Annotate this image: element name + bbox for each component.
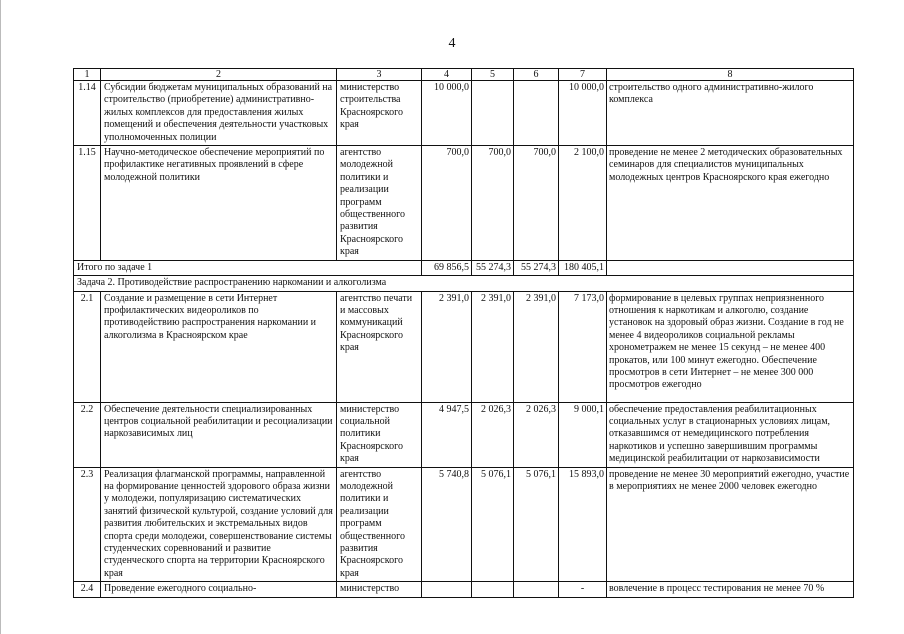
expected-result: проведение не менее 2 методических образовательных семинаров для специалистов муниципальных молодежных центров Красноярского края ежегодно bbox=[607, 146, 854, 261]
task-heading: Задача 2. Противодействие распространению наркомании и алкоголизма bbox=[74, 276, 854, 291]
value-col4: 700,0 bbox=[422, 146, 472, 261]
header-cell: 6 bbox=[514, 69, 559, 81]
header-cell: 1 bbox=[74, 69, 101, 81]
value-col7: 9 000,1 bbox=[559, 402, 607, 467]
expected-result: вовлечение в процесс тестирования не менее 70 % bbox=[607, 582, 854, 597]
total-label: Итого по задаче 1 bbox=[74, 260, 422, 275]
header-cell: 2 bbox=[101, 69, 337, 81]
value-col5: 700,0 bbox=[472, 146, 514, 261]
value-col6: 2 391,0 bbox=[514, 291, 559, 402]
page-number: 4 bbox=[448, 36, 456, 51]
value-col7: - bbox=[559, 582, 607, 597]
measure-name: Научно-методическое обеспечение мероприятий по профилактике негативных проявлений в сфере молодежной политики bbox=[101, 146, 337, 261]
row-index: 2.2 bbox=[74, 402, 101, 467]
total-row bbox=[74, 260, 854, 275]
value-col6 bbox=[514, 81, 559, 146]
measure-name: Реализация флагманской программы, направленной на формирование ценностей здорового образа жизни у молодежи, популяризацию систематических занятий физической культурой, создание условий для развития любительских и экстремальных видов спорта среди молодежи, совершенствование системы студенческих соревнований и развитие студенческого спорта на территории Красноярского края bbox=[101, 467, 337, 582]
responsible-org: агентство молодежной политики и реализации программ общественного развития Красноярского края bbox=[337, 467, 422, 582]
row-index: 1.14 bbox=[74, 81, 101, 146]
header-cell: 5 bbox=[472, 69, 514, 81]
value-col5: 2 391,0 bbox=[472, 291, 514, 402]
value-col4: 10 000,0 bbox=[422, 81, 472, 146]
total-col4: 69 856,5 bbox=[422, 260, 472, 275]
value-col7: 15 893,0 bbox=[559, 467, 607, 582]
total-col7: 180 405,1 bbox=[559, 260, 607, 275]
responsible-org: министерство строительства Красноярского края bbox=[337, 81, 422, 146]
measure-name: Создание и размещение в сети Интернет профилактических видеороликов по противодействию распространения наркомании и алкоголизма в Красноярском крае bbox=[101, 291, 337, 402]
header-cell: 7 bbox=[559, 69, 607, 81]
value-col6: 2 026,3 bbox=[514, 402, 559, 467]
measure-name: Проведение ежегодного социально- bbox=[101, 582, 337, 597]
value-col4: 5 740,8 bbox=[422, 467, 472, 582]
page-edge bbox=[0, 0, 1, 634]
value-col7: 7 173,0 bbox=[559, 291, 607, 402]
value-col5 bbox=[472, 582, 514, 597]
value-col5 bbox=[472, 81, 514, 146]
value-col6 bbox=[514, 582, 559, 597]
value-col5: 2 026,3 bbox=[472, 402, 514, 467]
total-col5: 55 274,3 bbox=[472, 260, 514, 275]
program-table bbox=[73, 68, 854, 598]
expected-result: обеспечение предоставления реабилитационных социальных услуг в стационарных условиях лицам, отказавшимся от немедицинского потребления наркотиков и успешно завершившим программы медицинской реабилитации от наркозависимости bbox=[607, 402, 854, 467]
value-col4: 2 391,0 bbox=[422, 291, 472, 402]
expected-result: строительство одного административно-жилого комплекса bbox=[607, 81, 854, 146]
row-index: 2.1 bbox=[74, 291, 101, 402]
value-col4 bbox=[422, 582, 472, 597]
row-index: 1.15 bbox=[74, 146, 101, 261]
table-row bbox=[74, 81, 854, 146]
value-col6: 5 076,1 bbox=[514, 467, 559, 582]
row-index: 2.3 bbox=[74, 467, 101, 582]
responsible-org: агентство печати и массовых коммуникаций Красноярского края bbox=[337, 291, 422, 402]
responsible-org: министерство социальной политики Красноярского края bbox=[337, 402, 422, 467]
table-row bbox=[74, 467, 854, 582]
value-col4: 4 947,5 bbox=[422, 402, 472, 467]
expected-result: проведение не менее 30 мероприятий ежегодно, участие в мероприятиях не менее 2000 человек ежегодно bbox=[607, 467, 854, 582]
expected-result: формирование в целевых группах неприязненного отношения к наркотикам и алкоголю, создание установок на здоровый образ жизни. Создание в год не менее 4 видеороликов социальной рекламы хронометражем не менее 15 секунд – не менее 400 прокатов, или 100 минут ежегодно. Обеспечение просмотров в сети Интернет – не менее 300 000 просмотров ежегодно bbox=[607, 291, 854, 402]
total-empty bbox=[607, 260, 854, 275]
table-row bbox=[74, 291, 854, 402]
row-index: 2.4 bbox=[74, 582, 101, 597]
value-col7: 2 100,0 bbox=[559, 146, 607, 261]
value-col5: 5 076,1 bbox=[472, 467, 514, 582]
task-heading-row bbox=[74, 276, 854, 291]
value-col6: 700,0 bbox=[514, 146, 559, 261]
header-cell: 8 bbox=[607, 69, 854, 81]
table-row bbox=[74, 146, 854, 261]
value-col7: 10 000,0 bbox=[559, 81, 607, 146]
responsible-org: агентство молодежной политики и реализации программ общественного развития Красноярского края bbox=[337, 146, 422, 261]
responsible-org: министерство bbox=[337, 582, 422, 597]
header-row bbox=[74, 69, 854, 81]
measure-name: Обеспечение деятельности специализированных центров социальной реабилитации и ресоциализации наркозависимых лиц bbox=[101, 402, 337, 467]
header-cell: 4 bbox=[422, 69, 472, 81]
total-col6: 55 274,3 bbox=[514, 260, 559, 275]
measure-name: Субсидии бюджетам муниципальных образований на строительство (приобретение) административно-жилых комплексов для предоставления жилых помещений и обеспечения деятельности участковых уполномоченных полиции bbox=[101, 81, 337, 146]
table-row bbox=[74, 402, 854, 467]
table-row bbox=[74, 582, 854, 597]
header-cell: 3 bbox=[337, 69, 422, 81]
